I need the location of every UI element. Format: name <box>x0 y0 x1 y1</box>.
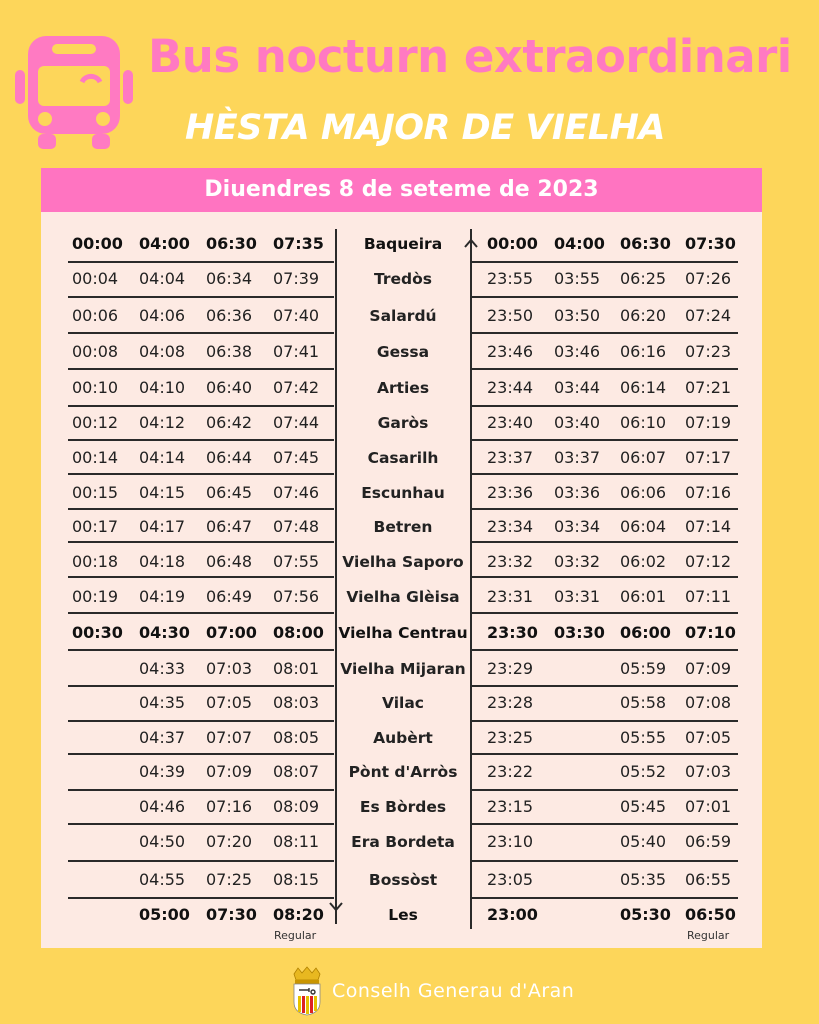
return-time: 23:31 <box>487 587 534 606</box>
return-time: 03:55 <box>554 269 601 288</box>
return-time: 07:26 <box>685 269 732 288</box>
departure-time: 06:47 <box>206 517 253 536</box>
stop-name: Era Bordeta <box>351 833 455 851</box>
return-time: 06:07 <box>620 448 667 467</box>
departure-time: 04:12 <box>139 413 186 432</box>
table-row <box>41 615 762 651</box>
row-divider <box>471 753 738 755</box>
return-time: 06:14 <box>620 378 667 397</box>
table-row <box>41 509 762 545</box>
table-row <box>41 544 762 580</box>
departure-time: 08:07 <box>273 762 320 781</box>
departure-time: 04:50 <box>139 832 186 851</box>
return-time: 06:02 <box>620 552 667 571</box>
return-time: 07:21 <box>685 378 732 397</box>
row-divider <box>471 576 738 578</box>
stop-name: Vielha Saporo <box>342 553 464 571</box>
departure-time: 07:25 <box>206 870 253 889</box>
return-time: 07:10 <box>685 623 736 642</box>
row-divider <box>471 261 738 263</box>
departure-time: 07:09 <box>206 762 253 781</box>
regular-label-right: Regular <box>687 929 730 942</box>
row-divider <box>68 823 334 825</box>
return-time: 23:40 <box>487 413 534 432</box>
departure-time: 00:18 <box>72 552 119 571</box>
return-time: 05:35 <box>620 870 667 889</box>
table-row <box>41 440 762 476</box>
departure-time: 04:14 <box>139 448 186 467</box>
table-row <box>41 261 762 297</box>
row-divider <box>68 368 334 370</box>
return-time: 23:32 <box>487 552 534 571</box>
table-row <box>41 862 762 898</box>
footer-text: Conselh Generau d'Aran <box>332 980 575 1002</box>
departure-time: 04:19 <box>139 587 186 606</box>
return-time: 23:34 <box>487 517 534 536</box>
row-divider <box>471 332 738 334</box>
return-time: 06:00 <box>620 623 671 642</box>
return-time: 05:59 <box>620 659 667 678</box>
return-time: 07:05 <box>685 728 732 747</box>
return-time: 06:55 <box>685 870 732 889</box>
return-time: 23:15 <box>487 797 534 816</box>
stop-name: Garòs <box>377 414 429 432</box>
return-time: 06:06 <box>620 483 667 502</box>
row-divider <box>68 612 334 614</box>
stop-name: Vilac <box>382 694 424 712</box>
return-time: 07:09 <box>685 659 732 678</box>
return-time: 03:30 <box>554 623 605 642</box>
departure-time: 07:07 <box>206 728 253 747</box>
return-time: 23:37 <box>487 448 534 467</box>
row-divider <box>68 405 334 407</box>
return-time: 23:22 <box>487 762 534 781</box>
stop-name: Betren <box>373 518 433 536</box>
return-time: 05:40 <box>620 832 667 851</box>
departure-time: 04:37 <box>139 728 186 747</box>
row-divider <box>68 439 334 441</box>
stop-name: Escunhau <box>361 484 445 502</box>
departure-time: 08:11 <box>273 832 320 851</box>
table-row <box>41 475 762 511</box>
row-divider <box>471 541 738 543</box>
row-divider <box>68 332 334 334</box>
departure-time: 08:20 <box>273 905 324 924</box>
return-time: 03:31 <box>554 587 601 606</box>
row-divider <box>68 753 334 755</box>
return-time: 06:59 <box>685 832 732 851</box>
row-divider <box>471 405 738 407</box>
departure-time: 07:30 <box>206 905 257 924</box>
return-time: 03:46 <box>554 342 601 361</box>
return-time: 23:28 <box>487 693 534 712</box>
row-divider <box>68 576 334 578</box>
table-row <box>41 405 762 441</box>
departure-time: 00:14 <box>72 448 119 467</box>
table-row <box>41 824 762 860</box>
departure-time: 05:00 <box>139 905 190 924</box>
row-divider <box>68 649 334 651</box>
table-row <box>41 685 762 721</box>
page-subtitle: HÈSTA MAJOR DE VIELHA <box>185 108 666 148</box>
return-time: 00:00 <box>487 234 538 253</box>
departure-time: 08:09 <box>273 797 320 816</box>
return-time: 05:55 <box>620 728 667 747</box>
departure-time: 08:03 <box>273 693 320 712</box>
footer <box>290 966 574 1016</box>
return-time: 05:45 <box>620 797 667 816</box>
departure-time: 07:41 <box>273 342 320 361</box>
departure-time: 00:04 <box>72 269 119 288</box>
departure-time: 00:08 <box>72 342 119 361</box>
departure-time: 04:46 <box>139 797 186 816</box>
return-time: 06:04 <box>620 517 667 536</box>
stop-name: Vielha Glèisa <box>346 588 460 606</box>
return-time: 23:46 <box>487 342 534 361</box>
return-time: 05:52 <box>620 762 667 781</box>
departure-time: 06:45 <box>206 483 253 502</box>
return-time: 04:00 <box>554 234 605 253</box>
departure-time: 00:19 <box>72 587 119 606</box>
schedule-table <box>41 212 762 948</box>
row-divider <box>471 296 738 298</box>
departure-time: 08:05 <box>273 728 320 747</box>
table-row <box>41 370 762 406</box>
departure-time: 07:45 <box>273 448 320 467</box>
stop-name: Baqueira <box>363 235 443 253</box>
return-time: 07:23 <box>685 342 732 361</box>
return-time: 23:44 <box>487 378 534 397</box>
return-time: 07:17 <box>685 448 732 467</box>
departure-time: 06:44 <box>206 448 253 467</box>
departure-time: 07:44 <box>273 413 320 432</box>
table-row <box>41 651 762 687</box>
row-divider <box>68 261 334 263</box>
departure-time: 08:00 <box>273 623 324 642</box>
return-time: 23:29 <box>487 659 534 678</box>
table-row <box>41 720 762 756</box>
departure-time: 04:18 <box>139 552 186 571</box>
departure-time: 08:15 <box>273 870 320 889</box>
return-time: 06:16 <box>620 342 667 361</box>
departure-time: 06:48 <box>206 552 253 571</box>
stop-name: Arties <box>376 379 430 397</box>
table-row <box>41 897 762 933</box>
return-time: 05:30 <box>620 905 671 924</box>
stop-name: Pònt d'Arròs <box>348 763 458 781</box>
departure-time: 06:40 <box>206 378 253 397</box>
stop-name: Les <box>388 906 418 924</box>
return-time: 23:30 <box>487 623 538 642</box>
table-row <box>41 334 762 370</box>
row-divider <box>471 720 738 722</box>
departure-time: 07:55 <box>273 552 320 571</box>
departure-time: 00:17 <box>72 517 119 536</box>
row-divider <box>68 296 334 298</box>
return-time: 03:36 <box>554 483 601 502</box>
row-divider <box>471 508 738 510</box>
departure-time: 00:06 <box>72 306 119 325</box>
departure-time: 07:40 <box>273 306 320 325</box>
stop-name: Bossòst <box>368 871 438 889</box>
departure-time: 07:05 <box>206 693 253 712</box>
row-divider <box>68 897 334 899</box>
row-divider <box>68 473 334 475</box>
departure-time: 07:00 <box>206 623 257 642</box>
stop-name: Gessa <box>376 343 430 361</box>
return-time: 07:16 <box>685 483 732 502</box>
return-time: 03:32 <box>554 552 601 571</box>
departure-time: 04:06 <box>139 306 186 325</box>
departure-time: 04:39 <box>139 762 186 781</box>
return-time: 03:40 <box>554 413 601 432</box>
row-divider <box>68 720 334 722</box>
return-time: 07:01 <box>685 797 732 816</box>
stop-name: Aubèrt <box>373 729 433 747</box>
return-time: 03:37 <box>554 448 601 467</box>
return-time: 03:44 <box>554 378 601 397</box>
return-time: 23:05 <box>487 870 534 889</box>
return-time: 03:50 <box>554 306 601 325</box>
row-divider <box>471 789 738 791</box>
departure-time: 07:48 <box>273 517 320 536</box>
return-time: 23:00 <box>487 905 538 924</box>
return-time: 23:36 <box>487 483 534 502</box>
departure-time: 06:34 <box>206 269 253 288</box>
return-time: 07:14 <box>685 517 732 536</box>
departure-time: 04:15 <box>139 483 186 502</box>
return-time: 07:30 <box>685 234 736 253</box>
departure-time: 04:10 <box>139 378 186 397</box>
return-time: 06:10 <box>620 413 667 432</box>
row-divider <box>471 897 738 899</box>
departure-time: 06:36 <box>206 306 253 325</box>
row-divider <box>471 612 738 614</box>
departure-time: 06:42 <box>206 413 253 432</box>
return-time: 07:19 <box>685 413 732 432</box>
row-divider <box>68 685 334 687</box>
date-banner: Diuendres 8 de seteme de 2023 <box>41 168 762 212</box>
stop-name: Vielha Mijaran <box>340 660 466 678</box>
departure-time: 00:12 <box>72 413 119 432</box>
row-divider <box>68 789 334 791</box>
departure-time: 04:30 <box>139 623 190 642</box>
return-time: 23:10 <box>487 832 534 851</box>
stop-name: Tredòs <box>374 270 432 288</box>
departure-time: 04:08 <box>139 342 186 361</box>
departure-time: 07:35 <box>273 234 324 253</box>
row-divider <box>471 368 738 370</box>
return-time: 07:11 <box>685 587 732 606</box>
table-row <box>41 226 762 262</box>
page-title: Bus nocturn extraordinari <box>148 30 792 83</box>
return-time: 07:03 <box>685 762 732 781</box>
departure-time: 07:03 <box>206 659 253 678</box>
table-row <box>41 298 762 334</box>
departure-time: 00:00 <box>72 234 123 253</box>
return-time: 06:20 <box>620 306 667 325</box>
return-time: 07:12 <box>685 552 732 571</box>
return-time: 23:25 <box>487 728 534 747</box>
departure-time: 00:15 <box>72 483 119 502</box>
departure-time: 07:20 <box>206 832 253 851</box>
return-time: 23:55 <box>487 269 534 288</box>
departure-time: 07:42 <box>273 378 320 397</box>
stop-name: Es Bòrdes <box>359 798 447 816</box>
row-divider <box>471 473 738 475</box>
departure-time: 08:01 <box>273 659 320 678</box>
return-time: 03:34 <box>554 517 601 536</box>
departure-time: 06:30 <box>206 234 257 253</box>
row-divider <box>68 860 334 862</box>
departure-time: 07:56 <box>273 587 320 606</box>
stop-name: Vielha Centrau <box>338 624 468 642</box>
row-divider <box>471 439 738 441</box>
crest-icon <box>290 966 324 1016</box>
return-time: 05:58 <box>620 693 667 712</box>
regular-label-left: Regular <box>274 929 317 942</box>
departure-time: 06:38 <box>206 342 253 361</box>
departure-time: 04:33 <box>139 659 186 678</box>
bus-icon <box>12 30 136 152</box>
return-time: 07:08 <box>685 693 732 712</box>
table-row <box>41 579 762 615</box>
departure-time: 04:17 <box>139 517 186 536</box>
return-time: 06:50 <box>685 905 736 924</box>
departure-time: 04:00 <box>139 234 190 253</box>
return-time: 06:25 <box>620 269 667 288</box>
row-divider <box>471 823 738 825</box>
table-row <box>41 789 762 825</box>
departure-time: 04:04 <box>139 269 186 288</box>
return-time: 06:01 <box>620 587 667 606</box>
departure-time: 07:46 <box>273 483 320 502</box>
departure-time: 04:35 <box>139 693 186 712</box>
return-time: 23:50 <box>487 306 534 325</box>
table-row <box>41 754 762 790</box>
row-divider <box>471 649 738 651</box>
stop-name: Casarilh <box>367 449 439 467</box>
departure-time: 04:55 <box>139 870 186 889</box>
departure-time: 00:10 <box>72 378 119 397</box>
departure-time: 06:49 <box>206 587 253 606</box>
row-divider <box>471 860 738 862</box>
return-time: 06:30 <box>620 234 671 253</box>
return-time: 07:24 <box>685 306 732 325</box>
departure-time: 07:16 <box>206 797 253 816</box>
row-divider <box>471 685 738 687</box>
row-divider <box>68 508 334 510</box>
stop-name: Salardú <box>369 307 437 325</box>
departure-time: 00:30 <box>72 623 123 642</box>
row-divider <box>68 541 334 543</box>
departure-time: 07:39 <box>273 269 320 288</box>
